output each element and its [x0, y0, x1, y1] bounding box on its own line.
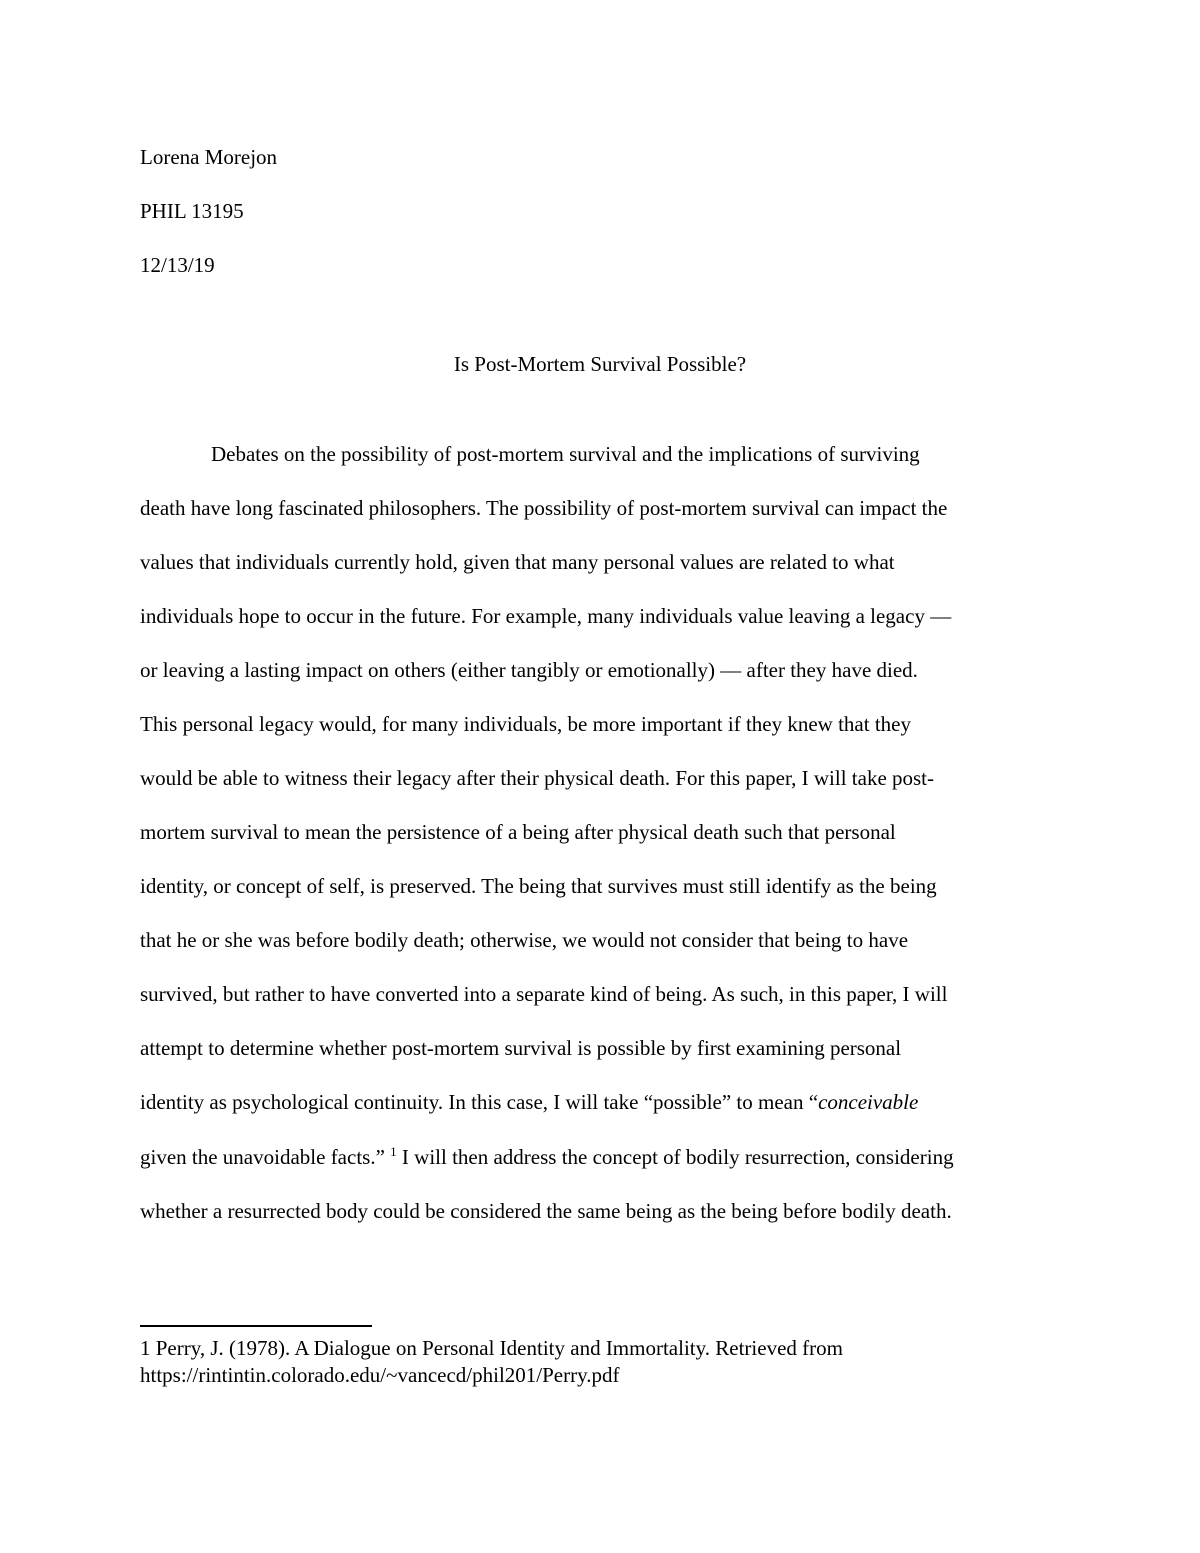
author-name: Lorena Morejon — [140, 145, 278, 169]
body-line-14-text-end: I will then address the concept of bodily resurrection, considering — [396, 1145, 954, 1169]
body-line-13 — [140, 1090, 918, 1114]
body-line-15: whether a resurrected body could be considered the same being as the being before bodily death. — [140, 1199, 952, 1223]
footnote-url[interactable]: https://rintintin.colorado.edu/~vancecd/phil201/Perry.pdf — [140, 1363, 620, 1387]
body-line-1: Debates on the possibility of post-mortem survival and the implications of surviving — [211, 442, 920, 466]
emphasis-conceivable: conceivable — [818, 1090, 919, 1114]
body-line-14 — [140, 1145, 954, 1172]
paper-title: Is Post-Mortem Survival Possible? — [453, 352, 747, 376]
body-line-4: individuals hope to occur in the future. For example, many individuals value leaving a legacy — — [140, 604, 952, 628]
body-line-8: mortem survival to mean the persistence of a being after physical death such that personal — [140, 820, 896, 844]
body-line-12: attempt to determine whether post-mortem survival is possible by first examining personal — [140, 1036, 902, 1060]
footnote-citation: 1 Perry, J. (1978). A Dialogue on Personal Identity and Immortality. Retrieved from — [140, 1336, 843, 1360]
body-line-6: This personal legacy would, for many individuals, be more important if they knew that they — [140, 712, 911, 736]
body-line-9: identity, or concept of self, is preserved. The being that survives must still identify as the being — [140, 874, 937, 898]
body-line-3: values that individuals currently hold, given that many personal values are related to what — [140, 550, 895, 574]
body-line-14-text-start: given the unavoidable facts.” — [140, 1145, 385, 1169]
body-line-7: would be able to witness their legacy after their physical death. For this paper, I will take post- — [140, 766, 935, 790]
body-line-13-text: identity as psychological continuity. In this case, I will take “possible” to mean “ — [140, 1090, 819, 1114]
body-line-5: or leaving a lasting impact on others (either tangibly or emotionally) — after they have died. — [140, 658, 918, 682]
body-line-11: survived, but rather to have converted into a separate kind of being. As such, in this paper, I will — [140, 982, 948, 1006]
body-line-10: that he or she was before bodily death; otherwise, we would not consider that being to have — [140, 928, 909, 952]
footnote-separator — [140, 1325, 372, 1327]
course-code: PHIL 13195 — [140, 199, 244, 223]
paper-date: 12/13/19 — [140, 253, 215, 277]
body-line-2: death have long fascinated philosophers. The possibility of post-mortem survival can impact the — [140, 496, 948, 520]
footnote-reference[interactable]: 1 — [390, 1144, 397, 1159]
